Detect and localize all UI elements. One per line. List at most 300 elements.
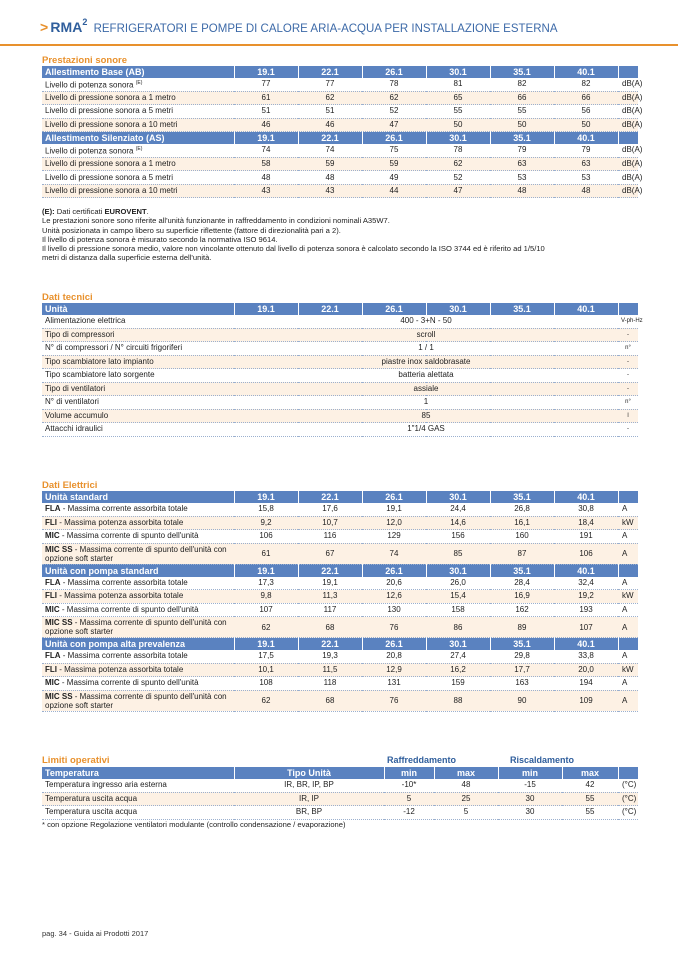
model-header: 35.1 xyxy=(490,303,554,315)
page-subtitle: REFRIGERATORI E POMPE DI CALORE ARIA-ACQUA PER INSTALLAZIONE ESTERNA xyxy=(93,23,558,35)
row-label-text: Livello di potenza sonora xyxy=(45,146,134,156)
value-cell: 32,4 xyxy=(554,577,618,590)
row-code: FLA xyxy=(45,651,61,661)
row-code: MIC SS xyxy=(45,618,73,627)
model-header: 26.1 xyxy=(362,564,426,577)
value-cell: 63 xyxy=(490,157,554,171)
unit-cell: (°C) xyxy=(618,792,638,806)
unit-cell: dB(A) xyxy=(618,118,638,132)
page-header xyxy=(40,19,670,41)
heating-min-cell: -15 xyxy=(498,779,562,792)
model-header: 26.1 xyxy=(362,303,426,315)
value-cell: 44 xyxy=(362,184,426,198)
model-header: 22.1 xyxy=(298,303,362,315)
table-row xyxy=(42,78,638,91)
unit-cell: A xyxy=(618,530,638,544)
row-code: FLI xyxy=(45,517,57,527)
value-cell: 62 xyxy=(426,157,490,171)
model-header: 19.1 xyxy=(234,491,298,503)
value-cell: 50 xyxy=(426,118,490,132)
value-cell: 61 xyxy=(234,91,298,105)
value-cell: 130 xyxy=(362,603,426,617)
value-cell: 1"1/4 GAS xyxy=(234,423,618,437)
model-header: 40.1 xyxy=(554,303,618,315)
value-cell: 49 xyxy=(362,171,426,185)
value-cell: 26,0 xyxy=(426,577,490,590)
value-cell: 11,3 xyxy=(298,590,362,604)
value-cell: 74 xyxy=(234,144,298,157)
value-cell: 51 xyxy=(298,105,362,119)
value-cell: 66 xyxy=(554,91,618,105)
unit-type-cell: BR, BP xyxy=(234,806,384,820)
value-cell: 46 xyxy=(298,118,362,132)
value-cell: 19,1 xyxy=(362,503,426,516)
model-header: 40.1 xyxy=(554,638,618,651)
table-row xyxy=(42,409,638,423)
value-cell: scroll xyxy=(234,328,618,342)
limits-footnote: * con opzione Regolazione ventilatori modulante (controllo condensazione / evaporazione) xyxy=(42,820,346,829)
group-header: Allestimento Silenziato (AS) xyxy=(42,132,234,145)
value-cell: 17,7 xyxy=(490,663,554,677)
heating-max-cell: 55 xyxy=(562,792,618,806)
row-label xyxy=(42,663,234,677)
sound-notes xyxy=(42,207,642,263)
value-cell: 30,8 xyxy=(554,503,618,516)
sound-section xyxy=(42,55,643,198)
value-cell: 48 xyxy=(298,171,362,185)
value-cell: batteria alettata xyxy=(234,369,618,383)
row-label: Tipo scambiatore lato sorgente xyxy=(42,369,234,383)
value-cell: 82 xyxy=(554,78,618,91)
table-header-row xyxy=(42,132,638,145)
model-header: 19.1 xyxy=(234,564,298,577)
unit-cell: A xyxy=(618,503,638,516)
limits-table xyxy=(42,767,639,820)
value-cell: 43 xyxy=(234,184,298,198)
value-cell: 18,4 xyxy=(554,516,618,530)
value-cell: 107 xyxy=(554,617,618,638)
model-header: 30.1 xyxy=(426,638,490,651)
model-header: 22.1 xyxy=(298,66,362,78)
value-cell: assiale xyxy=(234,382,618,396)
value-cell: 131 xyxy=(362,677,426,691)
row-label: N° di compressori / N° circuiti frigoriferi xyxy=(42,342,234,356)
note-line: Unità posizionata in campo libero su superficie riflettente (fattore di direzionalità pari a 2). xyxy=(42,225,341,235)
value-cell: 78 xyxy=(362,78,426,91)
value-cell: 48 xyxy=(554,184,618,198)
model-header: 35.1 xyxy=(490,638,554,651)
table-row xyxy=(42,171,638,185)
value-cell: 16,2 xyxy=(426,663,490,677)
unit-type-cell: IR, IP xyxy=(234,792,384,806)
unit-header xyxy=(618,66,638,78)
value-cell: 43 xyxy=(298,184,362,198)
heating-max-cell: 42 xyxy=(562,779,618,792)
row-label: Temperatura uscita acqua xyxy=(42,792,234,806)
value-cell: 27,4 xyxy=(426,650,490,663)
heating-max-cell: 55 xyxy=(562,806,618,820)
table-row xyxy=(42,663,638,677)
table-row xyxy=(42,144,638,157)
value-cell: 162 xyxy=(490,603,554,617)
value-cell: 76 xyxy=(362,617,426,638)
unit-cell: dB(A) xyxy=(618,78,638,91)
unit-cell: dB(A) xyxy=(618,105,638,119)
cooling-max-cell: 48 xyxy=(434,779,498,792)
unit-cell: (°C) xyxy=(618,779,638,792)
row-label xyxy=(42,516,234,530)
table-header-row xyxy=(42,303,638,315)
value-cell: 1 xyxy=(234,396,618,410)
unit-cell: n° xyxy=(618,396,638,410)
value-cell: 79 xyxy=(554,144,618,157)
row-description: - Massima potenza assorbita totale xyxy=(57,664,184,674)
footnote-ref: (E) xyxy=(135,80,143,86)
row-description: - Massima corrente di spunto dell'unità con opzione soft starter xyxy=(45,691,227,710)
table-row xyxy=(42,806,638,820)
value-cell: 89 xyxy=(490,617,554,638)
value-cell: 109 xyxy=(554,690,618,711)
row-label xyxy=(42,617,234,638)
footnote-ref: (E) xyxy=(135,146,143,153)
table-row xyxy=(42,342,638,356)
value-cell: 48 xyxy=(234,171,298,185)
value-cell: 107 xyxy=(234,603,298,617)
value-cell: 156 xyxy=(426,530,490,544)
unit-cell: kW xyxy=(618,590,638,604)
value-cell: 55 xyxy=(426,105,490,119)
value-cell: 63 xyxy=(554,157,618,171)
model-header: 40.1 xyxy=(554,564,618,577)
row-label xyxy=(42,184,234,198)
row-label xyxy=(42,105,234,119)
row-description: - Massima corrente assorbita totale xyxy=(60,504,188,514)
note-eurovent: (E): Dati certificati EUROVENT. xyxy=(42,207,149,216)
row-label xyxy=(42,157,234,171)
heating-label: Riscaldamento xyxy=(510,755,575,765)
page-footer: pag. 34 - Guida ai Prodotti 2017 xyxy=(42,929,149,938)
value-cell: 17,6 xyxy=(298,503,362,516)
row-label-text: Livello di pressione sonora a 1 metro xyxy=(45,159,176,169)
tech-table xyxy=(42,303,643,437)
row-label xyxy=(42,530,234,544)
row-label: Tipo di ventilatori xyxy=(42,382,234,396)
table-row xyxy=(42,157,638,171)
model-header: 40.1 xyxy=(554,66,618,78)
unit-header xyxy=(618,767,638,779)
value-cell: 15,4 xyxy=(426,590,490,604)
row-description: - Massima corrente di spunto dell'unità con opzione soft starter xyxy=(45,544,227,563)
row-code: MIC SS xyxy=(45,544,73,554)
row-description: - Massima corrente di spunto dell'unità xyxy=(59,531,199,541)
cooling-max-cell: 25 xyxy=(434,792,498,806)
value-cell: 59 xyxy=(362,157,426,171)
note-line: Il livello di pressione sonora medio, valore non vincolante ottenuto dal livello di potenza sonora è calcolato secondo la ISO 3744 ed è riferito ad 1/5/10 xyxy=(42,244,545,254)
row-label-text: Livello di pressione sonora a 1 metro xyxy=(45,92,176,102)
value-cell: 88 xyxy=(426,690,490,711)
value-cell: 118 xyxy=(298,677,362,691)
model-header: 26.1 xyxy=(362,66,426,78)
table-row xyxy=(42,315,638,328)
row-label xyxy=(42,91,234,105)
table-row xyxy=(42,382,638,396)
value-cell: 50 xyxy=(554,118,618,132)
unit-cell: - xyxy=(618,369,638,383)
row-label xyxy=(42,171,234,185)
cooling-min-cell: 5 xyxy=(384,792,434,806)
note-line: metri di distanza dalla superficie esterna dell'unità. xyxy=(42,253,212,263)
table-row xyxy=(42,184,638,198)
cooling-min-cell: -10* xyxy=(384,779,434,792)
table-row xyxy=(42,516,638,530)
row-description: - Massima corrente di spunto dell'unità xyxy=(59,604,199,614)
row-label: Tipo scambiatore lato impianto xyxy=(42,355,234,369)
unit-cell: dB(A) xyxy=(618,171,638,185)
value-cell: 117 xyxy=(298,603,362,617)
model-header: 22.1 xyxy=(298,132,362,145)
value-cell: 62 xyxy=(298,91,362,105)
unit-cell: kW xyxy=(618,516,638,530)
value-cell: 10,7 xyxy=(298,516,362,530)
value-cell: 12,0 xyxy=(362,516,426,530)
table-row xyxy=(42,779,638,792)
value-cell: 53 xyxy=(554,171,618,185)
model-header: 22.1 xyxy=(298,491,362,503)
value-cell: 11,5 xyxy=(298,663,362,677)
row-label-text: Livello di pressione sonora a 10 metri xyxy=(45,119,178,129)
value-cell: 75 xyxy=(362,144,426,157)
unit-header xyxy=(618,638,638,651)
section-title-electrical: Dati Elettrici xyxy=(42,480,98,491)
chevron-right-icon: > xyxy=(40,19,49,35)
model-header: 19.1 xyxy=(234,303,298,315)
row-label: Tipo di compressori xyxy=(42,328,234,342)
row-label xyxy=(42,650,234,663)
value-cell: 56 xyxy=(554,105,618,119)
model-header: 22.1 xyxy=(298,638,362,651)
value-cell: 77 xyxy=(298,78,362,91)
row-label xyxy=(42,543,234,564)
unit-cell: dB(A) xyxy=(618,144,638,157)
section-title-limits: Limiti operativi xyxy=(42,755,110,766)
table-row xyxy=(42,530,638,544)
row-label xyxy=(42,118,234,132)
table-row xyxy=(42,603,638,617)
value-cell: 85 xyxy=(426,543,490,564)
row-label xyxy=(42,577,234,590)
value-cell: 50 xyxy=(490,118,554,132)
value-cell: 20,8 xyxy=(362,650,426,663)
value-cell: 74 xyxy=(298,144,362,157)
table-row xyxy=(42,328,638,342)
table-row xyxy=(42,590,638,604)
value-cell: 129 xyxy=(362,530,426,544)
value-cell: 106 xyxy=(234,530,298,544)
table-header-row xyxy=(42,638,638,651)
value-cell: 62 xyxy=(234,617,298,638)
row-description: - Massima corrente assorbita totale xyxy=(60,651,188,661)
row-label xyxy=(42,78,234,91)
model-header: 22.1 xyxy=(298,564,362,577)
model-header: 30.1 xyxy=(426,66,490,78)
value-cell: 16,9 xyxy=(490,590,554,604)
value-cell: 85 xyxy=(234,409,618,423)
brand-name: RMA$^2$ xyxy=(50,17,88,35)
limits-section xyxy=(42,767,638,820)
value-cell: 48 xyxy=(490,184,554,198)
unit-cell: A xyxy=(618,690,638,711)
section-title-tech: Dati tecnici xyxy=(42,292,93,303)
unit-cell: dB(A) xyxy=(618,157,638,171)
unit-cell: dB(A) xyxy=(618,184,638,198)
unit-cell: dB(A) xyxy=(618,91,638,105)
value-cell: 17,5 xyxy=(234,650,298,663)
value-cell: 79 xyxy=(490,144,554,157)
value-cell: 194 xyxy=(554,677,618,691)
value-cell: 90 xyxy=(490,690,554,711)
unit-cell: A xyxy=(618,677,638,691)
value-cell: 400 - 3+N - 50 xyxy=(234,315,618,328)
cooling-max-cell: 5 xyxy=(434,806,498,820)
value-cell: 68 xyxy=(298,690,362,711)
row-code: FLI xyxy=(45,591,57,601)
unit-header xyxy=(618,132,638,145)
model-header: 30.1 xyxy=(426,132,490,145)
heating-min-header: min xyxy=(498,767,562,779)
value-cell: 28,4 xyxy=(490,577,554,590)
unit-type-cell: IR, BR, IP, BP xyxy=(234,779,384,792)
value-cell: 158 xyxy=(426,603,490,617)
heating-min-cell: 30 xyxy=(498,792,562,806)
unit-header xyxy=(618,564,638,577)
value-cell: 47 xyxy=(426,184,490,198)
value-cell: 20,0 xyxy=(554,663,618,677)
model-header: 26.1 xyxy=(362,638,426,651)
header-divider xyxy=(0,44,678,46)
value-cell: 12,9 xyxy=(362,663,426,677)
value-cell: 193 xyxy=(554,603,618,617)
value-cell: 108 xyxy=(234,677,298,691)
value-cell: 47 xyxy=(362,118,426,132)
value-cell: 19,1 xyxy=(298,577,362,590)
heating-min-cell: 30 xyxy=(498,806,562,820)
value-cell: 61 xyxy=(234,543,298,564)
value-cell: 46 xyxy=(234,118,298,132)
model-header: 19.1 xyxy=(234,66,298,78)
unit-cell: A xyxy=(618,603,638,617)
unit-header xyxy=(618,491,638,503)
row-label xyxy=(42,503,234,516)
row-description: - Massima corrente di spunto dell'unità con opzione soft starter xyxy=(45,618,227,636)
row-code: MIC xyxy=(45,604,60,614)
table-row xyxy=(42,690,638,711)
value-cell: 163 xyxy=(490,677,554,691)
value-cell: 20,6 xyxy=(362,577,426,590)
value-cell: 52 xyxy=(426,171,490,185)
value-cell: 51 xyxy=(234,105,298,119)
tech-section xyxy=(42,292,643,437)
row-label xyxy=(42,144,234,157)
table-row xyxy=(42,105,638,119)
unit-cell: - xyxy=(618,355,638,369)
model-header: 35.1 xyxy=(490,491,554,503)
unit-header xyxy=(618,303,638,315)
value-cell: 53 xyxy=(490,171,554,185)
table-row xyxy=(42,118,638,132)
row-label-text: Livello di pressione sonora a 5 metri xyxy=(45,172,174,182)
unit-cell: A xyxy=(618,543,638,564)
model-header: 35.1 xyxy=(490,132,554,145)
model-header: 40.1 xyxy=(554,132,618,145)
row-label: Volume accumulo xyxy=(42,409,234,423)
group-header: Unità con pompa alta prevalenza xyxy=(42,638,234,651)
model-header: 35.1 xyxy=(490,66,554,78)
sound-table xyxy=(42,66,643,198)
group-header: Unità standard xyxy=(42,491,234,503)
value-cell: 52 xyxy=(362,105,426,119)
value-cell: piastre inox saldobrasate xyxy=(234,355,618,369)
row-description: - Massima potenza assorbita totale xyxy=(57,591,184,601)
unit-cell: kW xyxy=(618,663,638,677)
value-cell: 12,6 xyxy=(362,590,426,604)
value-cell: 14,6 xyxy=(426,516,490,530)
cooling-label: Raffreddamento xyxy=(387,755,457,765)
model-header: 19.1 xyxy=(234,132,298,145)
row-label: Temperatura uscita acqua xyxy=(42,806,234,820)
table-row xyxy=(42,369,638,383)
value-cell: 87 xyxy=(490,543,554,564)
unit-cell: (°C) xyxy=(618,806,638,820)
row-code: MIC xyxy=(45,678,60,688)
model-header: 19.1 xyxy=(234,638,298,651)
row-label: Temperatura ingresso aria esterna xyxy=(42,779,234,792)
value-cell: 191 xyxy=(554,530,618,544)
value-cell: 59 xyxy=(298,157,362,171)
value-cell: 24,4 xyxy=(426,503,490,516)
heating-max-header: max xyxy=(562,767,618,779)
value-cell: 19,2 xyxy=(554,590,618,604)
value-cell: 86 xyxy=(426,617,490,638)
group-header: Unità xyxy=(42,303,234,315)
value-cell: 9,2 xyxy=(234,516,298,530)
model-header: 35.1 xyxy=(490,564,554,577)
table-row xyxy=(42,503,638,516)
electrical-section xyxy=(42,480,638,712)
model-header: 40.1 xyxy=(554,491,618,503)
value-cell: 16,1 xyxy=(490,516,554,530)
table-row xyxy=(42,423,638,437)
unit-cell: V-ph-Hz xyxy=(618,315,638,328)
value-cell: 55 xyxy=(490,105,554,119)
value-cell: 77 xyxy=(234,78,298,91)
table-row xyxy=(42,677,638,691)
table-row xyxy=(42,543,638,564)
value-cell: 1 / 1 xyxy=(234,342,618,356)
value-cell: 33,8 xyxy=(554,650,618,663)
model-header: 30.1 xyxy=(426,564,490,577)
note-line: Il livello di potenza sonora è misurato secondo la normativa ISO 9614. xyxy=(42,234,278,244)
model-header: 26.1 xyxy=(362,132,426,145)
table-header-row xyxy=(42,767,638,779)
table-row xyxy=(42,91,638,105)
value-cell: 67 xyxy=(298,543,362,564)
cooling-min-cell: -12 xyxy=(384,806,434,820)
row-label: N° di ventilatori xyxy=(42,396,234,410)
row-label-text: Livello di pressione sonora a 5 metri xyxy=(45,106,174,116)
electrical-table xyxy=(42,491,639,712)
row-description: - Massima corrente assorbita totale xyxy=(60,577,188,587)
row-code: FLA xyxy=(45,577,61,587)
